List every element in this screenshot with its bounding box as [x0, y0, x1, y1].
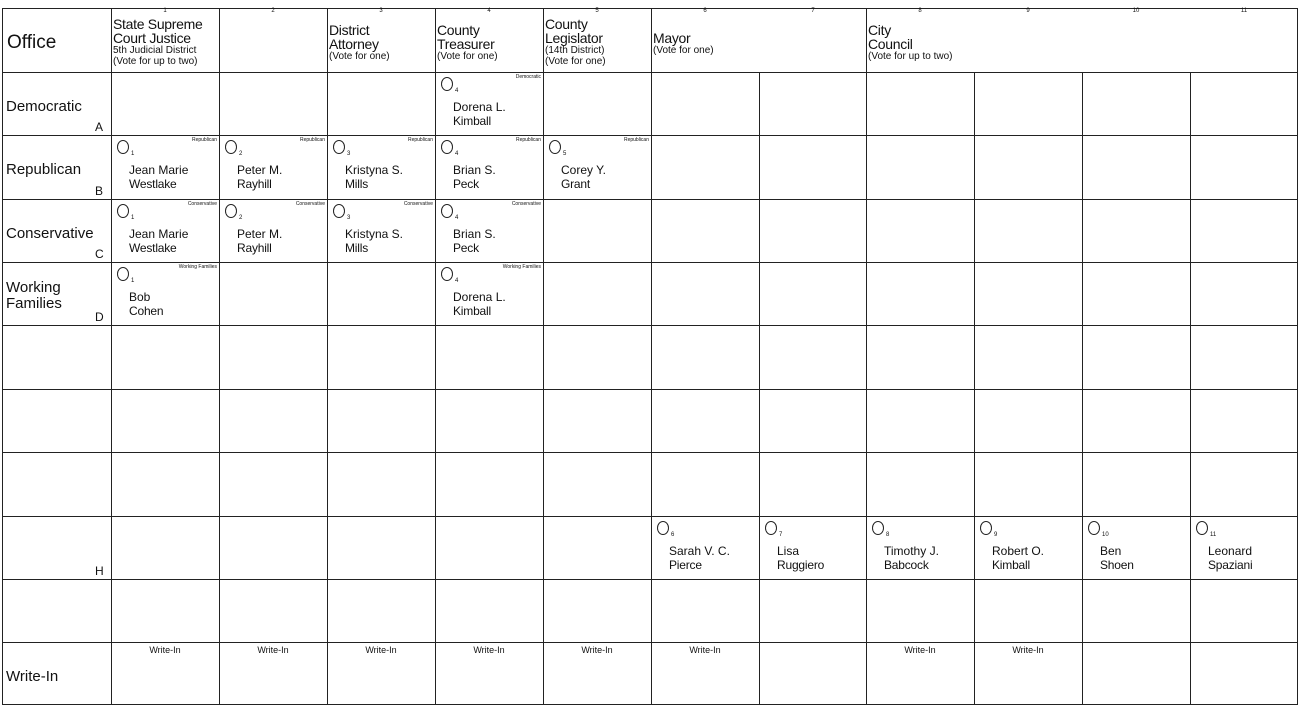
candidate-cell[interactable] [1190, 516, 1297, 579]
candidate-cell[interactable] [866, 516, 974, 579]
column-number: 7 [811, 8, 815, 14]
candidate-first-name: Sarah V. C. [669, 544, 730, 558]
office-subtitle: (14th District) [545, 45, 605, 56]
office-header-district-attorney [329, 23, 434, 62]
candidate-last-name: Mills [345, 177, 368, 191]
office-header-mayor [653, 31, 853, 56]
oval-number: 9 [994, 532, 998, 538]
oval-number: 10 [1102, 532, 1109, 538]
office-title: Treasurer [437, 36, 495, 52]
candidate-first-name: Peter M. [237, 227, 283, 241]
party-tag: Republican [191, 137, 217, 143]
office-instructions: (Vote for one) [545, 56, 606, 67]
oval-number: 7 [779, 532, 783, 538]
candidate-cell[interactable] [111, 262, 219, 325]
vote-oval[interactable] [765, 521, 777, 535]
candidate-cell[interactable] [435, 262, 543, 325]
write-in-field[interactable]: Write-In [365, 645, 397, 655]
office-header: Office [7, 32, 57, 53]
party-tag: Democratic [515, 74, 541, 80]
vote-oval[interactable] [225, 140, 237, 154]
office-title: State Supreme [113, 16, 203, 32]
candidate-cell[interactable] [219, 135, 327, 199]
office-title: Legislator [545, 30, 603, 46]
office-subtitle: 5th Judicial District [113, 45, 197, 56]
candidate-cell[interactable] [435, 199, 543, 262]
party-tag: Conservative [295, 201, 325, 207]
oval-number: 4 [455, 215, 459, 221]
vote-oval[interactable] [117, 204, 129, 218]
candidate-last-name: Westlake [129, 241, 177, 255]
candidate-first-name: Lisa [777, 544, 800, 558]
write-in-field[interactable]: Write-In [904, 645, 936, 655]
candidate-first-name: Kristyna S. [345, 227, 404, 241]
office-title: Mayor [653, 30, 691, 46]
write-in-field[interactable]: Write-In [1012, 645, 1044, 655]
grid-line [1082, 72, 1083, 704]
row-letter: D [95, 310, 104, 324]
candidate-first-name: Leonard [1208, 544, 1253, 558]
ballot-grid [2, 8, 1298, 705]
candidate-cell[interactable] [651, 516, 759, 579]
grid-line [3, 452, 1297, 453]
vote-oval[interactable] [441, 140, 453, 154]
party-tag: Conservative [403, 201, 433, 207]
office-instructions: (Vote for one) [329, 51, 390, 62]
grid-line [111, 9, 112, 704]
candidate-last-name: Shoen [1100, 558, 1134, 572]
office-header-supreme-court [113, 17, 218, 67]
candidate-first-name: Corey Y. [561, 163, 606, 177]
candidate-last-name: Westlake [129, 177, 177, 191]
grid-line [3, 325, 1297, 326]
party-label-line: Working [6, 279, 61, 296]
candidate-cell[interactable] [111, 199, 219, 262]
office-title: District [329, 22, 370, 38]
candidate-cell[interactable] [1082, 516, 1190, 579]
grid-line [651, 9, 652, 704]
column-number: 5 [595, 8, 599, 14]
write-in-field[interactable]: Write-In [473, 645, 505, 655]
oval-number: 5 [563, 151, 567, 157]
oval-number: 4 [455, 88, 459, 94]
party-label-republican: Republican [6, 161, 82, 178]
candidate-cell[interactable] [327, 199, 435, 262]
vote-oval[interactable] [872, 521, 884, 535]
column-number: 4 [487, 8, 491, 14]
row-letter: C [95, 247, 104, 261]
oval-number: 3 [347, 151, 351, 157]
oval-number: 6 [671, 532, 675, 538]
grid-line [3, 389, 1297, 390]
candidate-last-name: Mills [345, 241, 368, 255]
write-in-row-label: Write-In [6, 668, 59, 685]
party-tag: Republican [623, 137, 649, 143]
candidate-last-name: Kimball [453, 304, 491, 318]
oval-number: 2 [239, 215, 243, 221]
office-instructions: (Vote for one) [653, 45, 714, 56]
vote-oval[interactable] [441, 77, 453, 91]
column-number: 8 [918, 8, 922, 14]
candidate-last-name: Babcock [884, 558, 929, 572]
vote-oval[interactable] [333, 140, 345, 154]
write-in-field[interactable]: Write-In [257, 645, 289, 655]
party-tag: Republican [299, 137, 325, 143]
candidate-first-name: Dorena L. [453, 290, 506, 304]
party-label-democratic: Democratic [6, 98, 82, 115]
office-title: County [437, 22, 480, 38]
candidate-first-name: Timothy J. [884, 544, 939, 558]
party-label-conservative: Conservative [6, 225, 94, 242]
vote-oval[interactable] [117, 140, 129, 154]
candidate-last-name: Kimball [453, 114, 491, 128]
party-tag: Working Families [502, 264, 541, 270]
candidate-cell[interactable] [543, 135, 651, 199]
office-title: Court Justice [113, 30, 191, 46]
candidate-last-name: Spaziani [1208, 558, 1253, 572]
candidate-last-name: Peck [453, 177, 479, 191]
candidate-last-name: Pierce [669, 558, 702, 572]
candidate-first-name: Brian S. [453, 227, 496, 241]
candidate-last-name: Rayhill [237, 177, 272, 191]
row-letter: B [95, 184, 104, 198]
candidate-cell[interactable] [111, 135, 219, 199]
vote-oval[interactable] [225, 204, 237, 218]
column-number: 9 [1026, 8, 1030, 14]
vote-oval[interactable] [333, 204, 345, 218]
oval-number: 1 [131, 151, 135, 157]
grid-line [219, 9, 220, 704]
row-letter: A [95, 120, 104, 134]
grid-line [759, 72, 760, 704]
column-number: 11 [1240, 8, 1248, 14]
oval-number: 3 [347, 215, 351, 221]
party-tag: Working Families [178, 264, 217, 270]
grid-line [974, 72, 975, 704]
party-label-working-families [6, 280, 62, 312]
candidate-first-name: Kristyna S. [345, 163, 404, 177]
grid-line [3, 72, 1297, 73]
oval-number: 4 [455, 151, 459, 157]
write-in-field[interactable]: Write-In [689, 645, 721, 655]
candidate-last-name: Peck [453, 241, 479, 255]
candidate-first-name: Bob [129, 290, 151, 304]
grid-line [543, 9, 544, 704]
candidate-cell[interactable] [974, 516, 1082, 579]
candidate-last-name: Rayhill [237, 241, 272, 255]
column-number: 10 [1132, 8, 1140, 14]
grid-line [327, 9, 328, 704]
vote-oval[interactable] [980, 521, 992, 535]
office-header-county-legislator [545, 17, 650, 67]
column-number: 6 [703, 8, 707, 14]
vote-oval[interactable] [441, 267, 453, 281]
candidate-first-name: Brian S. [453, 163, 496, 177]
office-instructions: (Vote for up to two) [868, 51, 953, 62]
office-instructions: (Vote for one) [437, 51, 498, 62]
write-in-field[interactable]: Write-In [149, 645, 181, 655]
vote-oval[interactable] [441, 204, 453, 218]
oval-number: 2 [239, 151, 243, 157]
candidate-first-name: Dorena L. [453, 100, 506, 114]
candidate-first-name: Peter M. [237, 163, 283, 177]
grid-line [1190, 72, 1191, 704]
candidate-cell[interactable] [219, 199, 327, 262]
vote-oval[interactable] [1196, 521, 1208, 535]
office-instructions: (Vote for up to two) [113, 56, 198, 67]
candidate-cell[interactable] [759, 516, 866, 579]
party-tag: Republican [407, 137, 433, 143]
column-number: 3 [379, 8, 383, 14]
party-label-line: Families [6, 295, 62, 312]
candidate-cell[interactable] [435, 72, 543, 135]
office-title: County [545, 16, 588, 32]
oval-number: 8 [886, 532, 890, 538]
candidate-first-name: Robert O. [992, 544, 1045, 558]
office-title: City [868, 22, 891, 38]
candidate-last-name: Cohen [129, 304, 164, 318]
vote-oval[interactable] [549, 140, 561, 154]
oval-number: 1 [131, 278, 135, 284]
vote-oval[interactable] [657, 521, 669, 535]
oval-number: 4 [455, 278, 459, 284]
office-title: Attorney [329, 36, 379, 52]
row-letter: H [95, 564, 104, 578]
office-title: Council [868, 36, 913, 52]
candidate-last-name: Kimball [992, 558, 1030, 572]
column-number: 1 [163, 8, 167, 14]
candidate-last-name: Ruggiero [777, 558, 825, 572]
column-number: 2 [271, 8, 275, 14]
write-in-field[interactable]: Write-In [581, 645, 613, 655]
grid-line [3, 642, 1297, 643]
candidate-last-name: Grant [561, 177, 591, 191]
candidate-cell[interactable] [327, 135, 435, 199]
vote-oval[interactable] [117, 267, 129, 281]
vote-oval[interactable] [1088, 521, 1100, 535]
candidate-first-name: Jean Marie [129, 163, 189, 177]
oval-number: 1 [131, 215, 135, 221]
party-tag: Conservative [187, 201, 217, 207]
grid-line [866, 9, 867, 704]
oval-number: 11 [1210, 532, 1217, 538]
candidate-first-name: Ben [1100, 544, 1122, 558]
grid-line [3, 579, 1297, 580]
party-tag: Republican [515, 137, 541, 143]
office-header-city-council [868, 23, 1068, 62]
party-tag: Conservative [511, 201, 541, 207]
candidate-cell[interactable] [435, 135, 543, 199]
office-header-county-treasurer [437, 23, 542, 62]
candidate-first-name: Jean Marie [129, 227, 189, 241]
